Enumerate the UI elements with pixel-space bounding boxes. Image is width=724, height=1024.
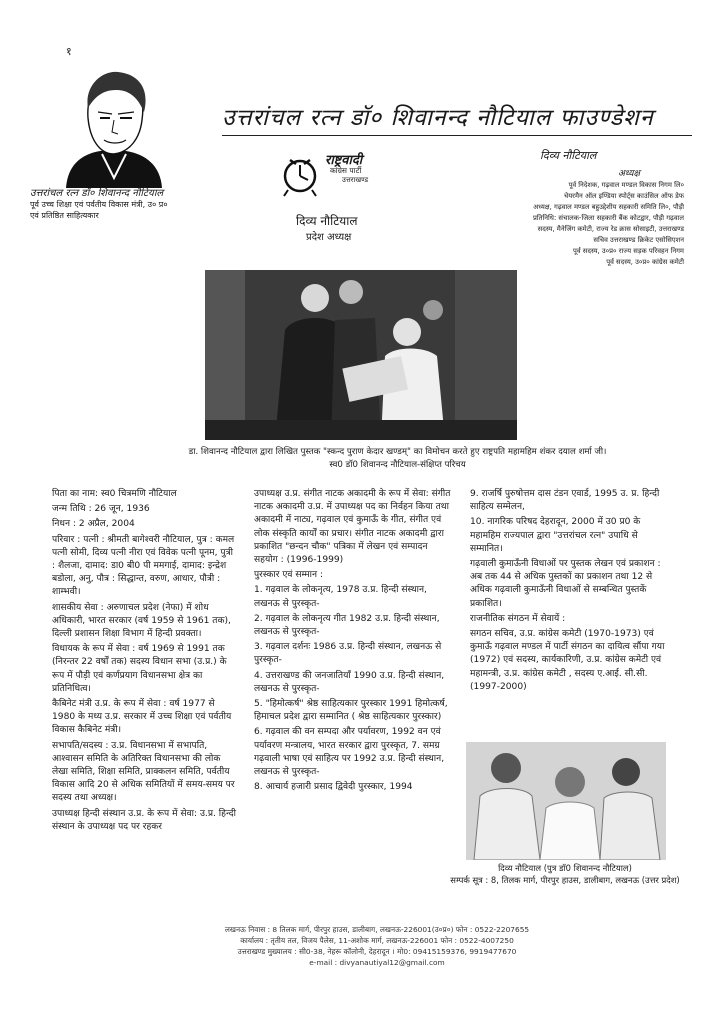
chairman-role: अध्यक्ष [618, 169, 640, 179]
book-release-photo [205, 270, 517, 440]
footer-line: कार्यालय : तृतीय तल, विजय पैलेस, 11-अशोक मार्ग, लखनऊ-226001 फोन : 0522-4007250 [240, 936, 514, 945]
bio-paragraph: जन्म तिथि : 26 जून, 1936 [52, 504, 150, 515]
party-subtitle: कांग्रेस पार्टी [330, 166, 362, 175]
bio-paragraph: विधायक के रूप में सेवा : वर्ष 1969 से 1991 तक (निरन्तर 22 वर्षों तक) सदस्य विधान सभा (उ.प्र.) के रूप में पौड़ी एवं कर्णप्रयाग विधानसभा क्षेत्र का प्रतिनिधित्व। [52, 644, 227, 694]
post-line: पूर्व सदस्य, उ०प्र० कांग्रेस कमेटी [606, 258, 684, 266]
footer-email: e-mail : divyanautiyal12@gmail.com [309, 958, 445, 967]
post-line: पूर्व सदस्य, उ०प्र० राज्य सड़क परिवहन निगम [572, 247, 684, 255]
photo-caption: डा. शिवानन्द नौटियाल द्वारा लिखित पुस्तक "स्कन्द पुराण केदार खण्डम्" का विमोचन करते हुए राष्ट्रपति महामहिम शंकर दयाल शर्मा जी। [188, 447, 607, 457]
post-line: अध्यक्ष, गढ़वाल मण्डल बहुउद्देशीय सहकारी समिति लि०, पौड़ी [533, 203, 684, 211]
page-number: १ [66, 45, 72, 58]
bio-paragraph: राजनीतिक संगठन में सेवायें : [470, 613, 566, 624]
bio-paragraph: उपाध्यक्ष हिन्दी संस्थान उ.प्र. के रूप में सेवा: उ.प्र. हिन्दी संस्थान के उपाध्यक्ष पद पर रहकर [52, 808, 236, 832]
president-name: दिव्य नौटियाल [296, 214, 358, 228]
party-state: उत्तराखण्ड [342, 176, 369, 184]
president-role: प्रदेश अध्यक्ष [306, 232, 352, 243]
post-line: सदस्य, मैनेजिंग कमेटी, राज्य रेड क्रास सोसाइटी, उत्तराखण्ड [537, 225, 684, 233]
bio-column-2 [254, 488, 454, 796]
bio-paragraph: उपाध्यक्ष उ.प्र. संगीत नाटक अकादमी के रूप में सेवा: संगीत नाटक अकादमी उ.प्र. में उपाध्यक्ष पद का निर्वहन किया तथा अकादमी में नाट्य, गढ़वाल एवं कुमाऊँ के गीत, संगीत एवं लोक संस्कृति कार्यों का प्रचार। संगीत नाटक अकादमी द्वारा प्रकाशित "छन्दन चौक" पत्रिका में लेखन एवं सम्पादन सहयोग : (1996-1999) [254, 489, 451, 566]
bio-paragraph: सगठन सचिव, उ.प्र. कांग्रेस कमेटी (1970-1973) एवं कुमाऊँ गढ़वाल मण्डल में पार्टी संगठन का दायित्व सौंपा गया (1972) एवं सदस्य, कार्यकारिणी, उ.प्र. कांग्रेस कमेटी एवं महामन्त्री, उ.प्र. कांग्रेस कमेटी , सदस्य ए.आई. सी.सी. (1997-2000) [470, 629, 665, 692]
photo-caption-block [110, 446, 685, 472]
bio-paragraph: परिवार : पत्नी : श्रीमती बागेश्वरी नौटियाल, पुत्र : कमल पत्नी सोमी, दिव्य पत्नी नीरा एवं विवेक पत्नी पूनम, पुत्री : शैलजा, दामाद: डा0 बी0 पी ममगाई, दामाद: इन्द्रेश बडोला, अनु, पौत्र : सिद्धान्त, वरुण, आधार, पौत्री : शाम्भवी। [52, 534, 235, 598]
footer [142, 924, 612, 968]
award-item: 3. गढ़वाल दर्शनः 1986 उ.प्र. हिन्दी संस्थान, लखनऊ से पुरस्कृत- [254, 642, 442, 666]
award-item: 8. आचार्य हजारी प्रसाद द्विवेदी पुरस्कार, 1994 [254, 782, 413, 793]
founder-caption [30, 188, 200, 221]
bio-paragraph: पिता का नाम: स्व0 चित्रमणि नौटियाल [52, 489, 177, 499]
foundation-title: उत्तरांचल रत्न डॉ० शिवानन्द नौटियाल फाउण्डेशन [222, 100, 692, 136]
post-line: पूर्व निदेशक, गढ़वाल मण्डल विकास निगम लि० [568, 181, 684, 189]
family-photo [466, 742, 666, 860]
bio-paragraph: कैबिनेट मंत्री उ.प्र. के रूप में सेवा : वर्ष 1977 से 1980 के मध्य उ.प्र. सरकार में उच्च शिक्षा एवं पर्वतीय विकास कैबिनेट मंत्री। [52, 699, 232, 736]
bio-paragraph: शासकीय सेवा : अरुणाचल प्रदेश (नेफा) में शोध अधिकारी, भारत सरकार (वर्ष 1959 से 1961 तक), दिल्ली प्रशासन शिक्षा विभाग में हिन्दी प्रवक्ता। [52, 602, 231, 640]
contact-address: सम्पर्क सूत्र : 8, तिलक मार्ग, पीरपुर हाउस, डालीबाग, लखनऊ (उत्तर प्रदेश) [450, 875, 680, 885]
bio-paragraph: निधन : 2 अप्रैल, 2004 [52, 519, 135, 530]
award-item: 1. गढ़वाल के लोकनृत्य, 1978 उ.प्र. हिन्दी संस्थान, लखनऊ से पुरस्कृत- [254, 585, 427, 609]
award-item: 4. उत्तराखण्ड की जनजातियाँ 1990 उ.प्र. हिन्दी संस्थान, लखनऊ से पुरस्कृत- [254, 670, 445, 694]
post-line: प्रतिनिधि: संचालक-जिला सहकारी बैंक कोटद्वार, पौड़ी गढ़वाल [532, 214, 684, 222]
footer-line: उत्तराखण्ड मुख्यालय : सी0-38, नेहरू कॉलोनी, देहरादून । मो0: 09415159376, 9919477670 [237, 947, 517, 956]
bio-column-1 [52, 488, 236, 836]
founder-name: उत्तरांचल रत्न डॉ० शिवानन्द नौटियाल [30, 188, 164, 199]
award-item: 6. गढ़वाल की वन सम्पदा और पर्यावरण, 1992 वन एवं पर्यावरण मन्त्रालय, भारत सरकार द्वारा पुरस्कृत, 7. समग्र गढ़वाली भाषा एवं साहित्य पर 1992 उ.प्र. हिन्दी संस्थान, लखनऊ से पुरस्कृत- [254, 727, 445, 778]
awards-heading: पुरस्कार एवं सम्मान : [254, 570, 324, 581]
founder-caption-line: पूर्व उच्च शिक्षा एवं पर्वतीय विकास मंत्री, उ० प्र० [30, 200, 168, 209]
bio-paragraph: 9. राजर्षि पुरुषोत्तम दास टंडन एवार्ड, 1995 उ. प्र. हिन्दी साहित्य सम्मेलन, [470, 489, 660, 513]
founder-caption-line: एवं प्रतिष्ठित साहित्यकार [30, 211, 99, 220]
party-name: राष्ट्रवादी [325, 153, 363, 168]
bio-paragraph: गढ़वाली कुमाऊँनी विधाओं पर पुस्तक लेखन एवं प्रकाशन : अब तक 44 से अधिक पुस्तकों का प्रकाशन तथा 12 से अधिक गढ़वाली कुमाऊँनी विधाओं से सम्बन्धित पुस्तकें प्रकाशित। [470, 559, 661, 609]
footer-line: लखनऊ निवास : 8 तिलक मार्ग, पीरपुर हाउस, डालीबाग, लखनऊ-226001(उ०प्र०) फोन : 0522-2207655 [224, 925, 530, 934]
bio-column-3 [470, 488, 670, 696]
bio-paragraph: सभापति/सदस्य : उ.प्र. विधानसभा में सभापति, आश्वासन समिति के अतिरिक्त विधानसभा की लोक लेखा समिति, शिक्षा समिति, प्राक्कलन समिति, पर्वतीय विकास आदि 20 से अधिक समितियों में समय-समय पर सदस्य तथा अध्यक्ष। [52, 740, 235, 804]
founder-portrait [58, 68, 168, 188]
bio-paragraph: 10. नागरिक परिषद देहरादून, 2000 में उ0 प्र0 के महामहिम राज्यपाल द्वारा "उत्तरांचल रत्न" उपाधि से सम्मानित। [470, 517, 641, 554]
award-item: 5. "हिमोत्कर्ष" श्रेष्ठ साहित्यकार पुरस्कार 1991 हिमोत्कर्ष, हिमाचल प्रदेश द्वारा सम्मानित ( श्रेष्ठ साहित्यकार पुरस्कार) [254, 699, 448, 723]
chairman-posts [474, 180, 684, 268]
post-line: सचिव उत्तराखण्ड क्रिकेट एसोसिएशन [593, 236, 684, 244]
family-photo-caption: दिव्य नौटियाल (पुत्र डॉ0 शिवानन्द नौटियाल) [498, 863, 632, 873]
post-line: चेयरमैन ऑल इण्डिया स्पोर्ट्स काउंसिल ऑफ डेफ [563, 192, 684, 200]
chairman-name: दिव्य नौटियाल [540, 149, 597, 162]
bio-heading: स्व0 डॉ0 शिवानन्द नौटियाल-संक्षिप्त परिचय [329, 460, 466, 470]
award-item: 2. गढ़वाल के लोकनृत्य गीत 1982 उ.प्र. हिन्दी संस्थान, लखनऊ से पुरस्कृत- [254, 613, 440, 638]
family-photo-caption-block [450, 862, 680, 886]
